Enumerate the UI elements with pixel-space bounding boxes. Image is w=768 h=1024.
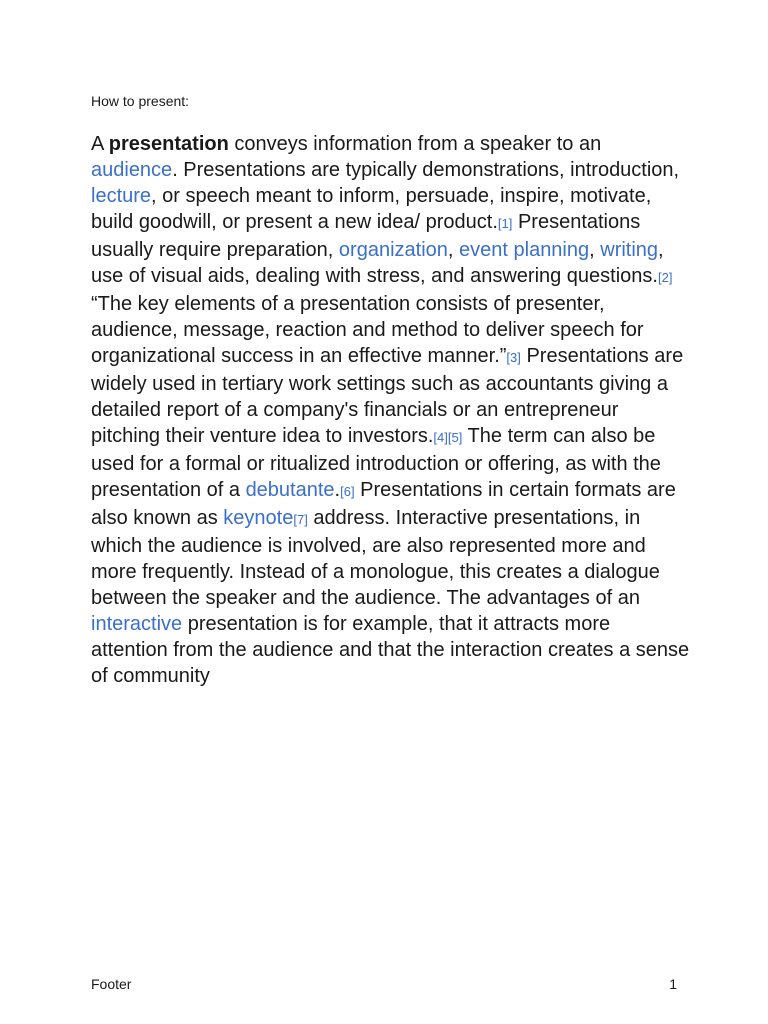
text-segment: address. Interactive presentations, in which the audience is involved, are also represented more and more frequently. Instead of a monologue, this creates a dialogue between the speaker and the audience. The advantages of an: [91, 507, 660, 609]
citation-6[interactable]: [6]: [340, 484, 355, 499]
link-interactive[interactable]: interactive: [91, 613, 183, 635]
link-lecture[interactable]: lecture: [91, 185, 152, 207]
text-segment: .: [334, 479, 341, 501]
link-keynote[interactable]: keynote: [223, 507, 294, 529]
text-segment: “The key elements of a presentation consists of presenter, audience, message, reaction and method to deliver speech for organizational success in an effective manner.”: [91, 293, 644, 367]
text-segment: A: [91, 133, 109, 155]
text-segment: , or speech meant to inform, persuade, inspire, motivate, build goodwill, or present a new idea/ product.: [91, 185, 652, 233]
link-event-planning[interactable]: event planning: [459, 239, 590, 261]
text-segment: , use of visual aids, dealing with stress, and answering questions.: [91, 239, 664, 287]
text-segment: Presentations are widely used in tertiary work settings such as accountants giving a detailed report of a company's financials or an entrepreneur pitching their venture idea to investors.: [91, 345, 684, 447]
link-audience[interactable]: audience: [91, 159, 173, 181]
text-segment: conveys information from a speaker to an: [228, 133, 602, 155]
citation-4[interactable]: [4]: [433, 430, 448, 445]
link-organization[interactable]: organization: [338, 239, 448, 261]
page-header: How to present:: [91, 93, 190, 109]
text-segment: Presentations usually require preparation,: [91, 211, 641, 261]
citation-5[interactable]: [5]: [447, 430, 463, 445]
body-paragraph: [91, 131, 691, 689]
link-debutante[interactable]: debutante: [245, 479, 335, 501]
text-segment: ,: [447, 239, 460, 261]
citation-1[interactable]: [1]: [497, 216, 513, 231]
footer-label: Footer: [91, 976, 132, 992]
citation-7[interactable]: [7]: [293, 512, 308, 527]
text-segment: . Presentations are typically demonstrations, introduction,: [172, 159, 680, 181]
text-segment: ,: [589, 239, 601, 261]
page-number: 1: [669, 976, 677, 992]
text-segment: Presentations in certain formats are also known as: [91, 479, 676, 529]
citation-2[interactable]: [2]: [657, 270, 673, 285]
text-segment: presentation is for example, that it attracts more attention from the audience and that the interaction creates a sense of community: [91, 613, 690, 687]
text-segment: The term can also be used for a formal or ritualized introduction or offering, as with the presentation of a: [91, 425, 661, 501]
bold-term: presentation: [108, 133, 229, 155]
link-writing[interactable]: writing: [600, 239, 659, 261]
citation-3[interactable]: [3]: [506, 350, 521, 365]
